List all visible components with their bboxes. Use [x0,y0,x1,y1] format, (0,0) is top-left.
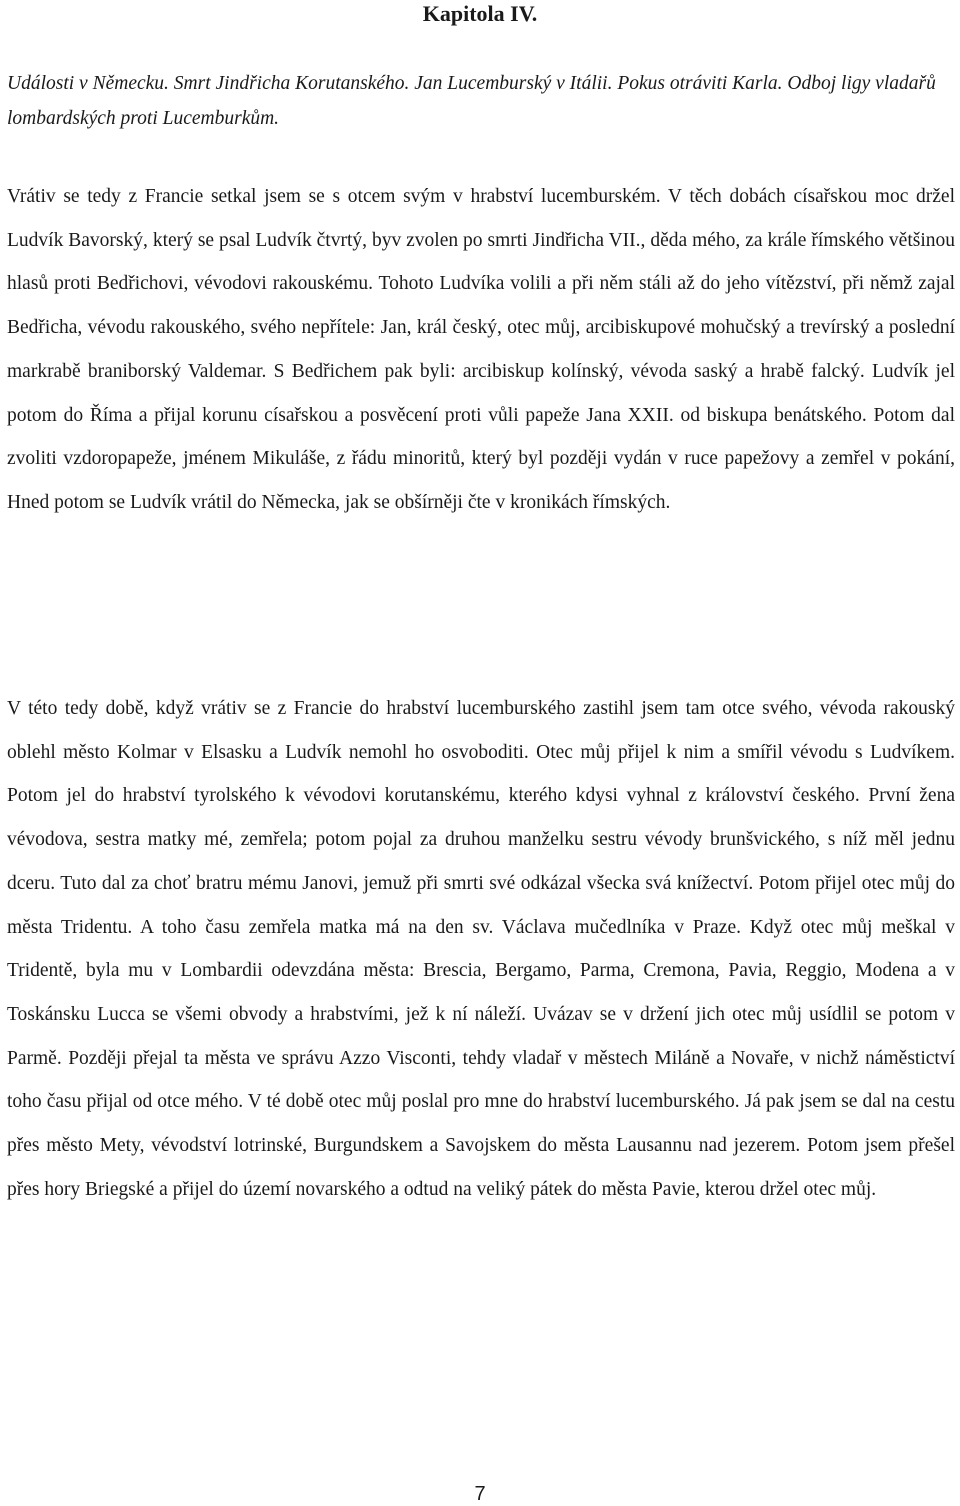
body-paragraph: Vrátiv se tedy z Francie setkal jsem se s otcem svým v hrabství lucemburském. V těch dobách císařskou moc držel Ludvík Bavorský, který se psal Ludvík čtvrtý, byv zvolen po smrti Jindřicha VII., děda mého, za krále římského většinou hlasů proti Bedřichovi, vévodovi rakouskému. Tohoto Ludvíka volili a při něm stáli až do jeho vítězství, při němž zajal Bedřicha, vévodu rakouského, svého nepřítele: Jan, král český, otec můj, arcibiskupové mohučský a trevírský a poslední markrabě braniborský Valdemar. S Bedřichem pak byli: arcibiskup kolínský, vévoda saský a hrabě falcký. Ludvík jel potom do Říma a přijal korunu císařskou a posvěcení proti vůli papeže Jana XXII. od biskupa benátského. Potom dal zvoliti vzdoropapeže, jménem Mikuláše, z řádu minoritů, který byl později vydán v ruce papežovy a zemřel v pokání, Hned potom se Ludvík vrátil do Německa, jak se obšírněji čte v kronikách římských. [7,186,955,513]
page-number: 7 [474,1483,486,1505]
body-paragraph: V této tedy době, když vrátiv se z Francie do hrabství lucemburského zastihl jsem tam otce svého, vévoda rakouský oblehl město Kolmar v Elsasku a Ludvík nemohl ho osvoboditi. Otec můj přijel k nim a smířil vévodu s Ludvíkem. Potom jel do hrabství tyrolského k vévodovi korutanskému, kterého kdysi vyhnal z království českého. První žena vévodova, sestra matky mé, zemřela; potom pojal za druhou manželku sestru vévody brunšvického, s níž měl jednu dceru. Tuto dal za choť bratru mému Janovi, jemuž při smrti své odkázal všecka svá knížectví. Potom přijel otec můj do města Tridentu. A toho času zemřela matka má na den sv. Václava mučedlníka v Praze. Když otec můj meškal v Tridentě, byla mu v Lombardii odevzdána města: Brescia, Bergamo, Parma, Cremona, Pavia, Reggio, Modena a v Toskánsku Lucca se všemi obvody a hrabstvími, jež k ní náleží. Uvázav se v držení jich otec můj usídlil se potom v Parmě. Později přejal ta města ve správu Azzo Visconti, tehdy vladař v městech Miláně a Novaře, v nichž náměstictví toho času přijal od otce mého. V té době otec můj poslal pro mne do hrabství lucemburského. Já pak jsem se dal na cestu přes město Mety, vévodství lotrinské, Burgundskem a Savojskem do města Lausannu nad jezerem. Potom jsem přešel přes hory Briegské a přijel do území novarského a odtud na veliký pátek do města Pavie, kterou držel otec můj. [7,698,955,1200]
chapter-summary: Události v Německu. Smrt Jindřicha Korutanského. Jan Lucemburský v Itálii. Pokus otráviti Karla. Odboj ligy vladařů lombardských proti Lucemburkům. [7,73,936,129]
chapter-title: Kapitola IV. [422,1,538,26]
